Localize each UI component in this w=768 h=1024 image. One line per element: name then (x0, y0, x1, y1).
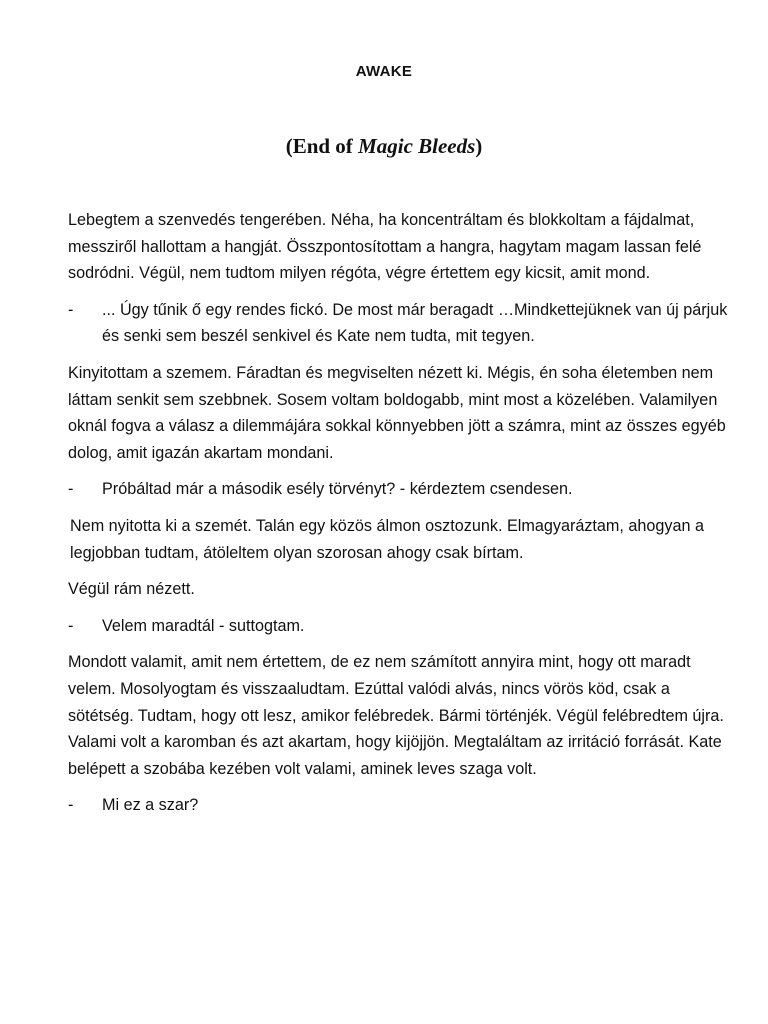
dash-marker: - (68, 796, 74, 815)
paragraph: Mondott valamit, amit nem értettem, de ez nem számított annyira mint, hogy ott maradt velem. Mosolyogtam és visszaaludtam. Ezúttal valódi alvás, nincs vörös köd, csak a sötétség. Tudtam, hogy ott lesz, amikor felébredek. Bármi történjék. Végül felébredtem újra. Valami volt a karomban és azt akartam, hogy kijöjjön. Megtaláltam az irritáció forrását. Kate belépett a szobába kezében volt valami, aminek leves szaga volt. (68, 653, 724, 778)
dialogue-text: Mi ez a szar? (102, 796, 199, 815)
paragraph: Végül rám nézett. (68, 580, 195, 599)
page-subtitle (0, 134, 768, 159)
body-text (68, 207, 728, 829)
dialogue-line (68, 476, 728, 503)
paragraph: Nem nyitotta ki a szemét. Talán egy közös álmon osztozunk. Elmagyaráztam, ahogyan a legjobban tudtam, átöleltem olyan szorosan ahogy csak bírtam. (70, 516, 705, 562)
paragraph: Lebegtem a szenvedés tengerében. Néha, ha koncentráltam és blokkoltam a fájdalmat, messziről hallottam a hangját. Összpontosítottam a hangra, hagytam magam lassan felé sodródni. Végül, nem tudtom milyen régóta, végre értettem egy kicsit, amit mond. (68, 211, 702, 283)
subtitle-book-title: Magic Bleeds (358, 134, 476, 158)
page-heading: AWAKE (355, 63, 413, 80)
subtitle-suffix: ) (475, 134, 483, 158)
dash-marker: - (68, 616, 74, 635)
dialogue-text: Velem maradtál - suttogtam. (102, 616, 305, 635)
subtitle-prefix: (End of (285, 134, 359, 158)
dialogue-text: ... Úgy tűnik ő egy rendes fickó. De most már beragadt …Mindkettejüknek van új párjuk és senki sem beszél senkivel és Kate nem tudta, mit tegyen. (102, 300, 728, 346)
dash-marker: - (68, 300, 74, 319)
dialogue-text: Próbáltad már a második esély törvényt? - kérdeztem csendesen. (102, 480, 573, 499)
dialogue-line (68, 792, 728, 819)
paragraph: Kinyitottam a szemem. Fáradtan és megviselten nézett ki. Mégis, én soha életemben nem láttam senkit sem szebbnek. Sosem voltam boldogabb, mint most a közelében. Valamilyen oknál fogva a válasz a dilemmájára sokkal könnyebben jött a számra, mint az összes egyéb dolog, amit igazán akartam mondani. (68, 363, 726, 462)
dash-marker: - (68, 480, 74, 499)
dialogue-line (68, 297, 728, 350)
dialogue-line (68, 613, 728, 640)
